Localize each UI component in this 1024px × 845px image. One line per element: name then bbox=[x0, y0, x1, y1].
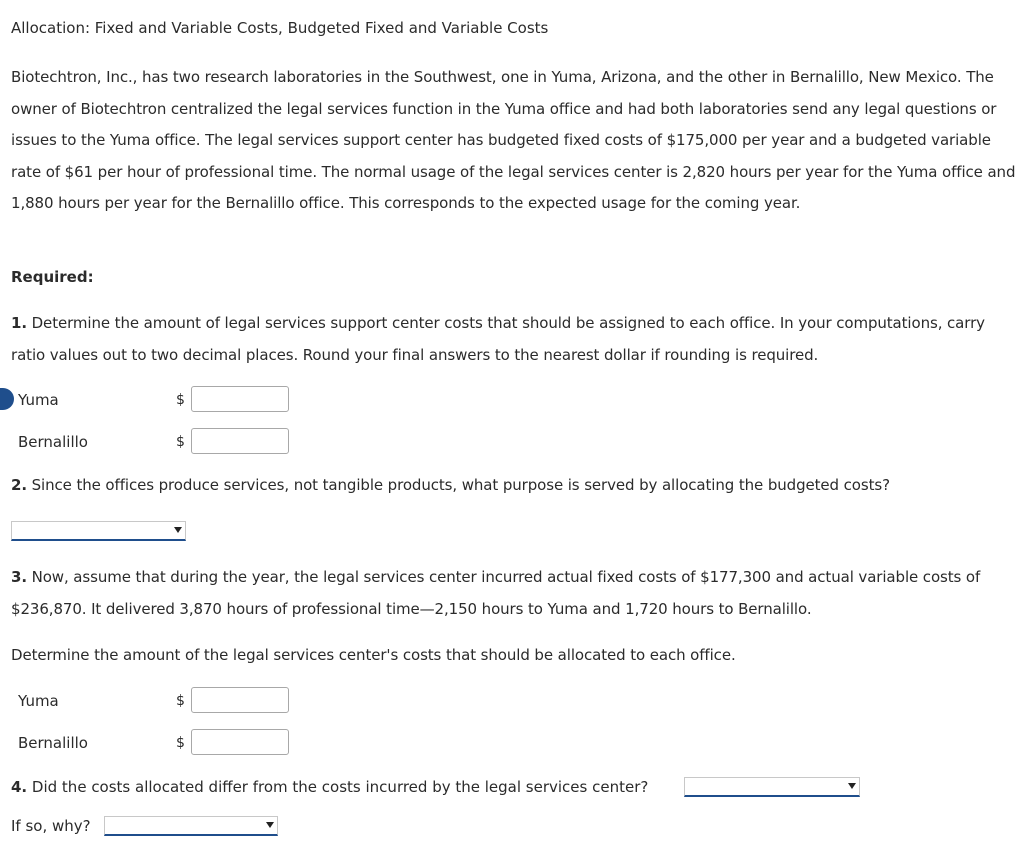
question-3-sub: Determine the amount of the legal services center's costs that should be allocated to each office. bbox=[11, 646, 736, 664]
q1-yuma-input[interactable] bbox=[191, 386, 289, 412]
q3-bernalillo-label: Bernalillo bbox=[18, 734, 88, 752]
q1-bernalillo-input[interactable] bbox=[191, 428, 289, 454]
chevron-down-icon bbox=[848, 783, 856, 789]
question-marker bbox=[0, 388, 14, 410]
question-1 bbox=[11, 308, 1016, 371]
page-title: Allocation: Fixed and Variable Costs, Budgeted Fixed and Variable Costs bbox=[11, 19, 549, 37]
q1-bernalillo-currency: $ bbox=[176, 434, 185, 450]
q3-bernalillo-currency: $ bbox=[176, 735, 185, 751]
q2-purpose-select[interactable] bbox=[11, 521, 186, 541]
problem-intro: Biotechtron, Inc., has two research laboratories in the Southwest, one in Yuma, Arizona, and the other in Bernalillo, New Mexico. The owner of Biotechtron centralized the legal services function in the Yuma office and had both laboratories send any legal questions or issues to the Yuma office. The legal services support center has budgeted fixed costs of $175,000 per year and a budgeted variable rate of $61 per hour of professional time. The normal usage of the legal services center is 2,820 hours per year for the Yuma office and 1,880 hours per year for the Bernalillo office. This corresponds to the expected usage for the coming year. bbox=[11, 68, 1016, 212]
q3-yuma-input[interactable] bbox=[191, 687, 289, 713]
q3-yuma-currency: $ bbox=[176, 693, 185, 709]
question-4 bbox=[11, 778, 648, 796]
question-3-number: 3. bbox=[11, 568, 27, 586]
question-4-text: Did the costs allocated differ from the costs incurred by the legal services center? bbox=[31, 778, 649, 796]
question-2 bbox=[11, 470, 1016, 502]
q3-bernalillo-input[interactable] bbox=[191, 729, 289, 755]
question-1-text: Determine the amount of legal services support center costs that should be assigned to each office. In your computations, carry ratio values out to two decimal places. Round your final answers to the nearest dollar if rounding is required. bbox=[11, 314, 985, 364]
chevron-down-icon bbox=[266, 822, 274, 828]
question-1-number: 1. bbox=[11, 314, 27, 332]
q3-yuma-label: Yuma bbox=[18, 692, 59, 710]
question-2-number: 2. bbox=[11, 476, 27, 494]
question-3-text: Now, assume that during the year, the legal services center incurred actual fixed costs of $177,300 and actual variable costs of $236,870. It delivered 3,870 hours of professional time—2,150 hours to Yuma and 1,720 hours to Bernalillo. bbox=[11, 568, 981, 618]
chevron-down-icon bbox=[174, 527, 182, 533]
q4-differ-select[interactable] bbox=[684, 777, 860, 797]
q4-why-select[interactable] bbox=[104, 816, 278, 836]
why-label: If so, why? bbox=[11, 817, 91, 835]
q1-yuma-currency: $ bbox=[176, 392, 185, 408]
required-heading: Required: bbox=[11, 268, 94, 286]
q1-yuma-label: Yuma bbox=[18, 391, 59, 409]
question-2-text: Since the offices produce services, not tangible products, what purpose is served by allocating the budgeted costs? bbox=[31, 476, 890, 494]
question-4-number: 4. bbox=[11, 778, 28, 796]
question-3 bbox=[11, 562, 1016, 625]
q1-bernalillo-label: Bernalillo bbox=[18, 433, 88, 451]
